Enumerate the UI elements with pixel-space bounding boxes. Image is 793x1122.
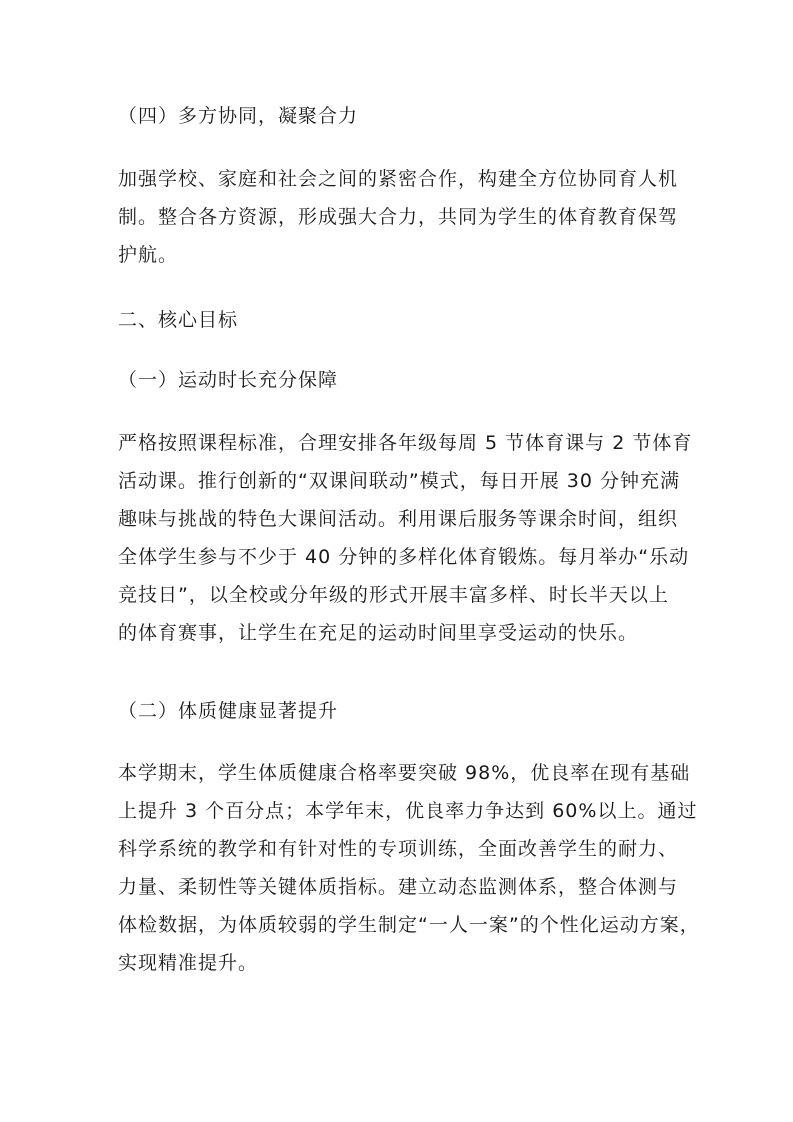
paragraph-line: 本学期末，学生体质健康合格率要突破 98%，优良率在现有基础	[118, 762, 691, 784]
section-heading-physical-health: （二）体质健康显著提升	[118, 700, 339, 722]
paragraph-line: 趣味与挑战的特色大课间活动。利用课后服务等课余时间，组织	[118, 508, 679, 530]
section-heading-exercise-time: （一）运动时长充分保障	[118, 369, 339, 391]
paragraph-line: 体检数据，为体质较弱的学生制定“一人一案”的个性化运动方案，	[118, 914, 700, 936]
paragraph-line: 活动课。推行创新的“双课间联动”模式，每日开展 30 分钟充满	[118, 470, 680, 492]
paragraph-line: 严格按照课程标准，合理安排各年级每周 5 节体育课与 2 节体育	[118, 432, 693, 454]
paragraph-physical-health	[118, 754, 700, 982]
paragraph-line: 竞技日”，以全校或分年级的形式开展丰富多样、时长半天以上	[118, 584, 669, 606]
paragraph-line: 加强学校、家庭和社会之间的紧密合作，构建全方位协同育人机	[118, 168, 679, 190]
paragraph-line: 护航。	[118, 244, 179, 266]
chapter-heading-core-goals: 二、核心目标	[118, 309, 239, 331]
paragraph-line: 实现精准提升。	[118, 952, 259, 974]
paragraph-line: 力量、柔韧性等关键体质指标。建立动态监测体系，整合体测与	[118, 876, 679, 898]
paragraph-exercise-time	[118, 424, 693, 652]
section-heading-collaboration: （四）多方协同，凝聚合力	[118, 105, 359, 127]
paragraph-line: 制。整合各方资源，形成强大合力，共同为学生的体育教育保驾	[118, 206, 679, 228]
paragraph-line: 全体学生参与不少于 40 分钟的多样化体育锻炼。每月举办“乐动	[118, 546, 690, 568]
paragraph-line: 的体育赛事，让学生在充足的运动时间里享受运动的快乐。	[118, 622, 639, 644]
paragraph-line: 上提升 3 个百分点；本学年末，优良率力争达到 60%以上。通过	[118, 800, 698, 822]
paragraph-line: 科学系统的教学和有针对性的专项训练，全面改善学生的耐力、	[118, 838, 679, 860]
paragraph-collaboration	[118, 160, 678, 274]
